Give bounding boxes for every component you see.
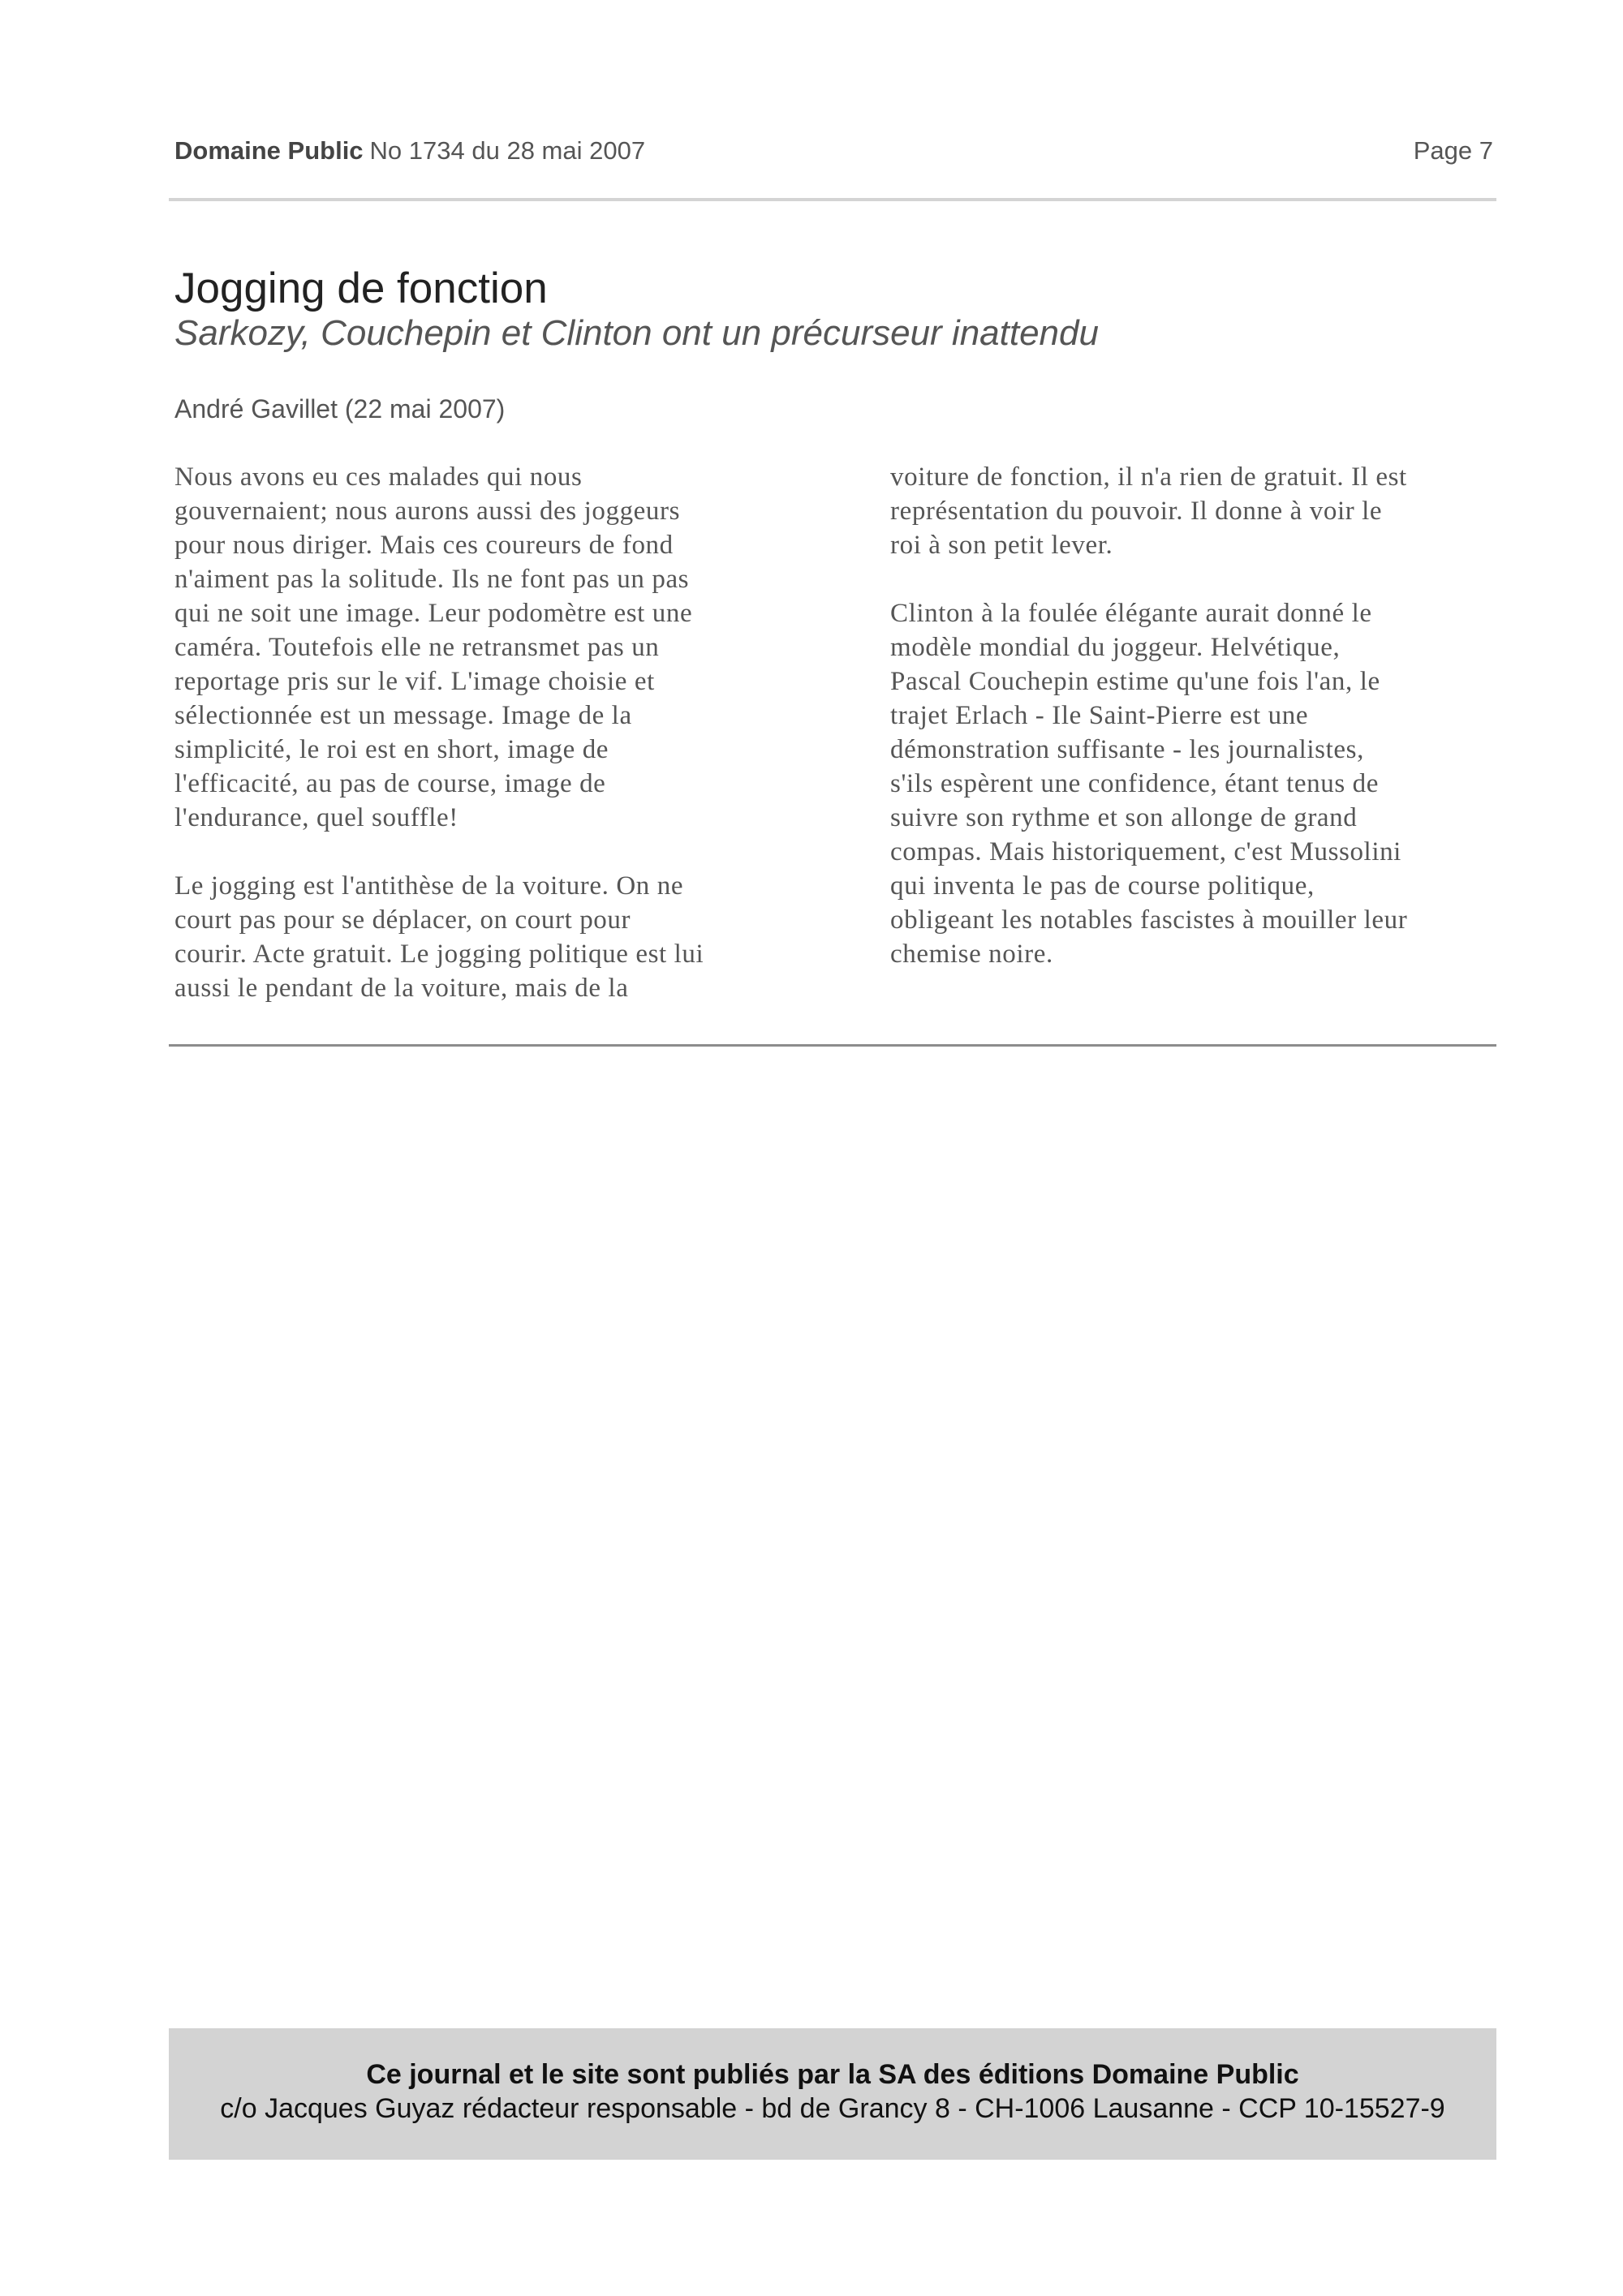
text-line: voiture de fonction, il n'a rien de gratuit. Il est <box>890 462 1407 492</box>
text-line: qui inventa le pas de course politique, <box>890 871 1315 901</box>
text-line: courir. Acte gratuit. Le jogging politique est lui <box>174 939 704 969</box>
article-byline: André Gavillet (22 mai 2007) <box>174 394 506 424</box>
text-line: sélectionnée est un message. Image de la <box>174 701 632 730</box>
article-end-divider <box>169 1044 1496 1047</box>
text-line: gouvernaient; nous aurons aussi des joggeurs <box>174 497 681 526</box>
footer-address-line: c/o Jacques Guyaz rédacteur responsable - bd de Grancy 8 - CH-1006 Lausanne - CCP 10-15527-9 <box>220 2093 1445 2124</box>
text-line: court pas pour se déplacer, on court pour <box>174 905 631 935</box>
text-line: pour nous diriger. Mais ces coureurs de fond <box>174 531 674 560</box>
page-number: Page 7 <box>1413 136 1493 165</box>
text-line: compas. Mais historiquement, c'est Mussolini <box>890 837 1401 866</box>
paragraph <box>890 596 1507 971</box>
text-line: l'efficacité, au pas de course, image de <box>174 769 606 798</box>
paragraph <box>174 869 791 1005</box>
text-line: Pascal Couchepin estime qu'une fois l'an, le <box>890 667 1380 696</box>
text-line: chemise noire. <box>890 939 1053 969</box>
page-header <box>174 135 1493 167</box>
text-line: démonstration suffisante - les journalistes, <box>890 735 1364 764</box>
text-line: l'endurance, quel souffle! <box>174 803 458 832</box>
article-column-left <box>174 460 791 1005</box>
article-title: Jogging de fonction <box>174 264 548 312</box>
article-subtitle: Sarkozy, Couchepin et Clinton ont un précurseur inattendu <box>174 313 1099 353</box>
text-line: Le jogging est l'antithèse de la voiture. On ne <box>174 871 684 901</box>
text-line: reportage pris sur le vif. L'image choisie et <box>174 667 655 696</box>
text-line: trajet Erlach - Ile Saint-Pierre est une <box>890 701 1309 730</box>
text-line: caméra. Toutefois elle ne retransmet pas un <box>174 633 660 662</box>
paragraph <box>890 460 1507 562</box>
text-line: Clinton à la foulée élégante aurait donné le <box>890 599 1372 628</box>
text-line: roi à son petit lever. <box>890 531 1113 560</box>
text-line: Nous avons eu ces malades qui nous <box>174 462 583 492</box>
footer-publisher-line: Ce journal et le site sont publiés par la SA des éditions Domaine Public <box>366 2059 1299 2090</box>
text-line: obligeant les notables fascistes à mouiller leur <box>890 905 1408 935</box>
text-line: modèle mondial du joggeur. Helvétique, <box>890 633 1341 662</box>
header-divider <box>169 198 1496 201</box>
paragraph-spacer <box>890 562 1507 596</box>
issue-info: No 1734 du 28 mai 2007 <box>369 136 646 165</box>
text-line: simplicité, le roi est en short, image de <box>174 735 609 764</box>
text-line: qui ne soit une image. Leur podomètre est une <box>174 599 693 628</box>
text-line: s'ils espèrent une confidence, étant tenus de <box>890 769 1379 798</box>
text-line: suivre son rythme et son allonge de grand <box>890 803 1358 832</box>
article-column-right <box>890 460 1507 971</box>
publication-name: Domaine Public <box>174 136 364 165</box>
text-line: représentation du pouvoir. Il donne à voir le <box>890 497 1383 526</box>
paragraph-spacer <box>174 835 791 869</box>
text-line: aussi le pendant de la voiture, mais de la <box>174 974 629 1003</box>
publisher-footer <box>169 2028 1496 2160</box>
text-line: n'aiment pas la solitude. Ils ne font pas un pas <box>174 565 690 594</box>
paragraph <box>174 460 791 835</box>
